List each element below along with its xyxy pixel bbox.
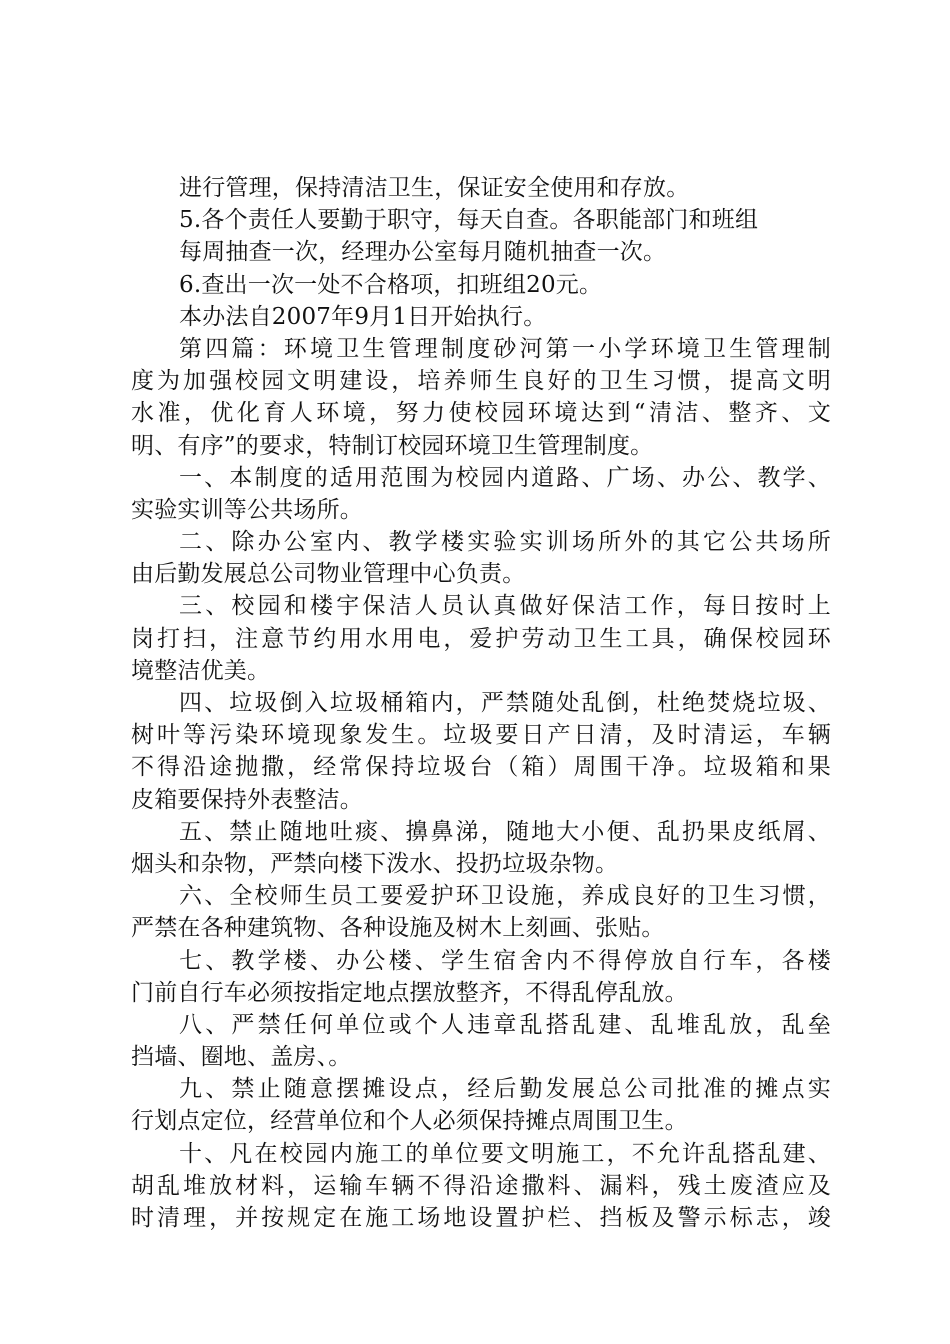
text-line: 6.查出一次一处不合格项，扣班组20元。	[179, 271, 603, 298]
text-line: 境整洁优美。	[131, 657, 271, 684]
text-line: 三、校园和楼宇保洁人员认真做好保洁工作，每日按时上	[179, 593, 831, 620]
text-line: 六、全校师生员工要爱护环卫设施，养成良好的卫生习惯，	[179, 883, 831, 910]
text-line: 度为加强校园文明建设，培养师生良好的卫生习惯，提高文明	[131, 368, 831, 395]
text-line: 五、禁止随地吐痰、擤鼻涕，随地大小便、乱扔果皮纸屑、	[179, 818, 831, 845]
text-line: 水准，优化育人环境，努力使校园环境达到“清洁、整齐、文	[131, 400, 831, 427]
text-line: 进行管理，保持清洁卫生，保证安全使用和存放。	[179, 175, 690, 201]
text-line: 九、禁止随意摆摊设点，经后勤发展总公司批准的摊点实	[179, 1076, 831, 1103]
text-line: 每周抽查一次，经理办公室每月随机抽查一次。	[179, 239, 667, 266]
text-line: 由后勤发展总公司物业管理中心负责。	[131, 561, 526, 588]
text-line: 七、教学楼、办公楼、学生宿舍内不得停放自行车，各楼	[179, 947, 831, 974]
text-line: 严禁在各种建筑物、各种设施及树木上刻画、张贴。	[131, 915, 665, 942]
text-line: 胡乱堆放材料，运输车辆不得沿途撒料、漏料，残土废渣应及	[131, 1172, 831, 1199]
text-line: 十、凡在校园内施工的单位要文明施工，不允许乱搭乱建、	[179, 1140, 831, 1167]
text-line: 一、本制度的适用范围为校园内道路、广场、办公、教学、	[179, 464, 831, 491]
text-line: 行划点定位，经营单位和个人必须保持摊点周围卫生。	[131, 1108, 688, 1135]
text-line: 挡墙、圈地、盖房、。	[131, 1044, 352, 1071]
text-line: 明、有序”的要求，特制订校园环境卫生管理制度。	[131, 432, 654, 459]
text-line: 皮箱要保持外表整洁。	[131, 786, 363, 813]
text-line: 八、严禁任何单位或个人违章乱搭乱建、乱堆乱放，乱垒	[179, 1011, 831, 1038]
text-line: 二、除办公室内、教学楼实验实训场所外的其它公共场所	[179, 529, 831, 556]
text-line: 时清理，并按规定在施工场地设置护栏、挡板及警示标志，竣	[131, 1205, 831, 1231]
text-line: 四、垃圾倒入垃圾桶箱内，严禁随处乱倒，杜绝焚烧垃圾、	[179, 690, 831, 716]
text-line: 5.各个责任人要勤于职守，每天自查。各职能部门和班组	[179, 207, 759, 234]
text-line: 门前自行车必须按指定地点摆放整齐，不得乱停乱放。	[131, 979, 688, 1006]
text-line: 第四篇：环境卫生管理制度砂河第一小学环境卫生管理制	[179, 335, 831, 362]
text-line: 实验实训等公共场所。	[131, 496, 363, 523]
text-line: 本办法自2007年9月1日开始执行。	[179, 303, 547, 330]
text-line: 不得沿途抛撒，经常保持垃圾台（箱）周围干净。垃圾箱和果	[131, 754, 831, 781]
text-line: 树叶等污染环境现象发生。垃圾要日产日清，及时清运，车辆	[131, 722, 831, 749]
text-line: 烟头和杂物，严禁向楼下泼水、投扔垃圾杂物。	[131, 850, 619, 877]
document-body	[131, 172, 831, 1234]
text-line: 岗打扫，注意节约用水用电，爱护劳动卫生工具，确保校园环	[131, 625, 831, 652]
